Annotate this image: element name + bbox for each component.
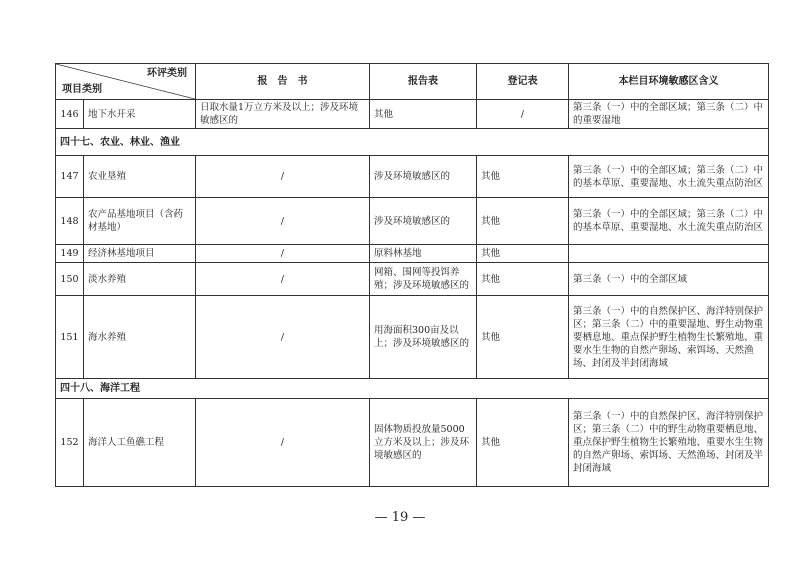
report-book-cell: / — [196, 263, 370, 296]
report-book-cell: / — [196, 245, 370, 263]
registration-cell: 其他 — [477, 296, 569, 379]
project-category-label: 项目类别 — [62, 84, 102, 95]
diagonal-header-cell — [56, 64, 196, 100]
sensitive-area-cell: 第三条（一）中的全部区域；第三条（二）中的基本草原、重要湿地、水土流失重点防治区 — [569, 198, 769, 245]
registration-cell: 其他 — [477, 399, 569, 487]
table-row — [56, 100, 769, 129]
registration-cell: 其他 — [477, 198, 569, 245]
report-form-cell: 涉及环境敏感区的 — [370, 156, 477, 198]
registration-cell: 其他 — [477, 156, 569, 198]
report-form-cell: 原料林基地 — [370, 245, 477, 263]
page-number: — 19 — — [374, 510, 426, 525]
report-form-cell: 网箱、围网等投饵养殖；涉及环境敏感区的 — [370, 263, 477, 296]
env-category-label: 环评类别 — [147, 68, 187, 79]
report-book-cell: / — [196, 198, 370, 245]
sensitive-area-cell: 第三条（一）中的自然保护区、海洋特别保护区；第三条（二）中的重要湿地、野生动物重要栖息地、重点保护野生植物生长繁殖地、重要水生生物的自然产卵场、索饵场、天然渔场、封闭及半封闭海域 — [569, 296, 769, 379]
table-row — [56, 399, 769, 487]
row-number: 151 — [56, 296, 84, 379]
report-form-cell: 用海面积300亩及以上；涉及环境敏感区的 — [370, 296, 477, 379]
project-name: 地下水开采 — [84, 100, 196, 129]
sensitive-area-header: 本栏目环境敏感区含义 — [569, 64, 769, 100]
report-form-cell: 固体物质投放量5000立方米及以上；涉及环境敏感区的 — [370, 399, 477, 487]
table-row — [56, 263, 769, 296]
report-book-header: 报 告 书 — [196, 64, 370, 100]
row-number: 148 — [56, 198, 84, 245]
sensitive-area-cell — [569, 245, 769, 263]
project-name: 经济林基地项目 — [84, 245, 196, 263]
section-title-48: 四十八、海洋工程 — [56, 379, 769, 399]
row-number: 147 — [56, 156, 84, 198]
section-row — [56, 379, 769, 399]
classification-table — [55, 63, 769, 487]
sensitive-area-cell: 第三条（一）中的全部区域 — [569, 263, 769, 296]
registration-cell: 其他 — [477, 245, 569, 263]
project-name: 农产品基地项目（含药材基地） — [84, 198, 196, 245]
report-form-header: 报告表 — [370, 64, 477, 100]
row-number: 146 — [56, 100, 84, 129]
sensitive-area-cell: 第三条（一）中的全部区域；第三条（二）中的重要湿地 — [569, 100, 769, 129]
sensitive-area-cell: 第三条（一）中的自然保护区、海洋特别保护区；第三条（二）中的野生动物重要栖息地、重点保护野生植物生长繁殖地、重要水生生物的自然产卵场、索饵场、天然渔场、封闭及半封闭海域 — [569, 399, 769, 487]
report-book-cell: / — [196, 156, 370, 198]
row-number: 149 — [56, 245, 84, 263]
sensitive-area-cell: 第三条（一）中的全部区域；第三条（二）中的基本草原、重要湿地、水土流失重点防治区 — [569, 156, 769, 198]
report-book-cell: 日取水量1万立方米及以上；涉及环境敏感区的 — [196, 100, 370, 129]
row-number: 150 — [56, 263, 84, 296]
section-title-47: 四十七、农业、林业、渔业 — [56, 129, 769, 156]
table-row — [56, 296, 769, 379]
report-book-cell: / — [196, 399, 370, 487]
project-name: 农业垦殖 — [84, 156, 196, 198]
report-form-cell: 其他 — [370, 100, 477, 129]
project-name: 淡水养殖 — [84, 263, 196, 296]
project-name: 海水养殖 — [84, 296, 196, 379]
table-row — [56, 156, 769, 198]
registration-cell: 其他 — [477, 263, 569, 296]
row-number: 152 — [56, 399, 84, 487]
registration-cell: / — [477, 100, 569, 129]
section-row — [56, 129, 769, 156]
table-row — [56, 245, 769, 263]
project-name: 海洋人工鱼礁工程 — [84, 399, 196, 487]
header-row — [56, 64, 769, 100]
table-row — [56, 198, 769, 245]
report-form-cell: 涉及环境敏感区的 — [370, 198, 477, 245]
registration-form-header: 登记表 — [477, 64, 569, 100]
report-book-cell: / — [196, 296, 370, 379]
